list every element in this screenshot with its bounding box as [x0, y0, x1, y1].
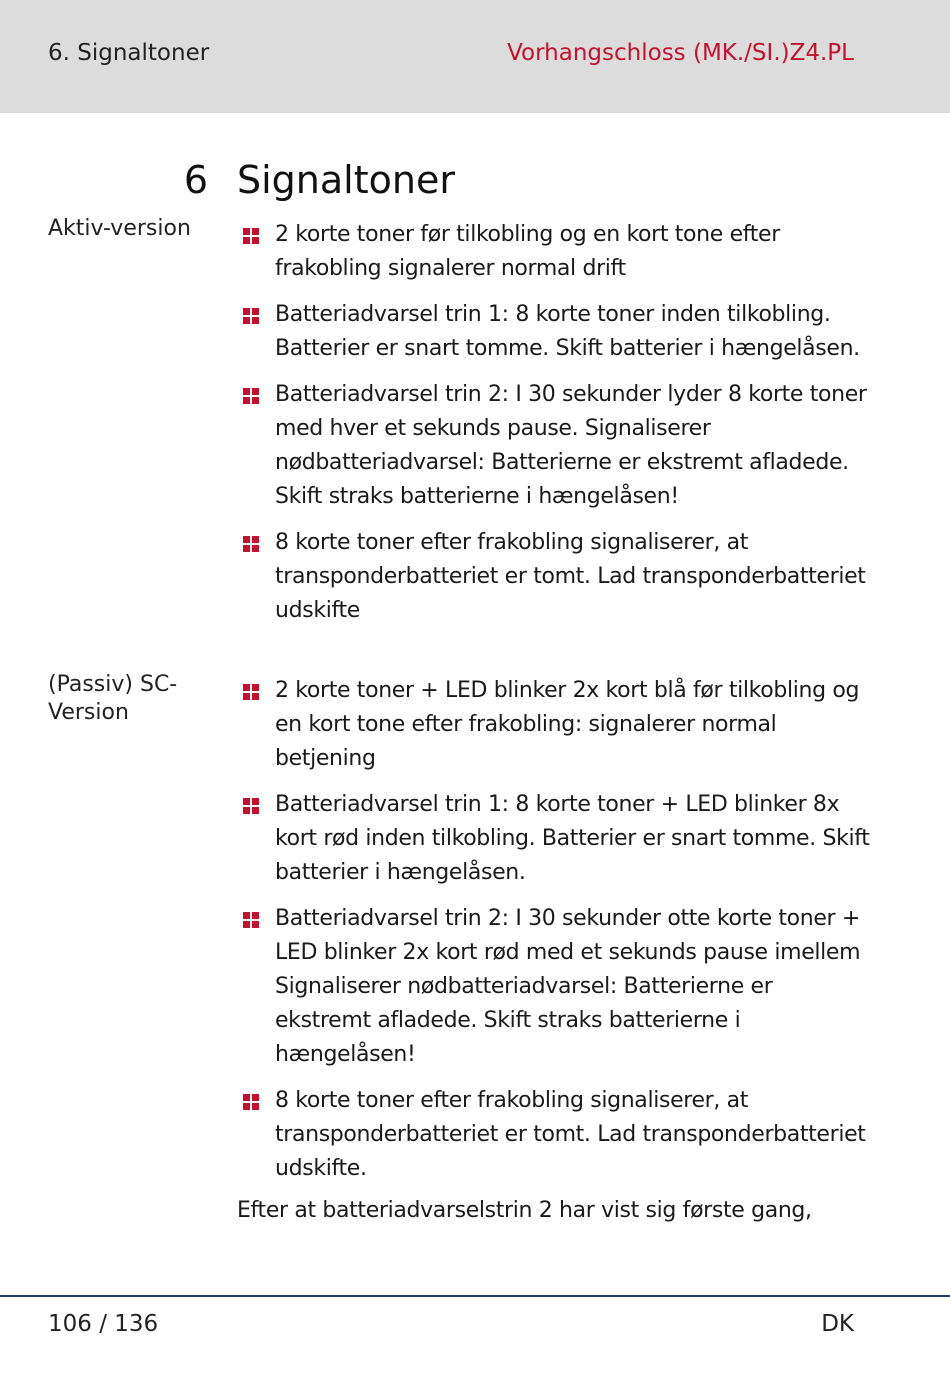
- list-item-text: 2 korte toner + LED blinker 2x kort blå før tilkobling og en kort tone efter frakobling: signalerer normal betjening: [275, 678, 860, 771]
- bullet-icon: [243, 912, 259, 928]
- header-section-title: 6. Signaltoner: [48, 40, 210, 66]
- list-item-text: 2 korte toner før tilkobling og en kort tone efter frakobling signalerer normal drift: [275, 222, 780, 281]
- list-item-text: Batteriadvarsel trin 1: 8 korte toner + LED blinker 8x kort rød inden tilkobling. Batterier er snart tomme. Skift batterier i hængelåsen.: [275, 792, 870, 885]
- section-label-passive: (Passiv) SC-Version: [48, 672, 178, 725]
- bullet-icon: [243, 228, 259, 244]
- list-item: [240, 378, 870, 514]
- list-item-text: Batteriadvarsel trin 1: 8 korte toner inden tilkobling. Batterier er snart tomme. Skift batterier i hængelåsen.: [275, 302, 860, 361]
- bullet-icon: [243, 684, 259, 700]
- list-item: [240, 674, 870, 776]
- list-item-text: 8 korte toner efter frakobling signaliserer, at transponderbatteriet er tomt. Lad transponderbatteriet udskifte.: [275, 1088, 866, 1181]
- bullet-icon: [243, 536, 259, 552]
- list-item: [240, 218, 870, 286]
- bullet-icon: [243, 308, 259, 324]
- list-item: [240, 526, 870, 628]
- passive-version-list: [240, 674, 870, 1198]
- closing-paragraph: Efter at batteriadvarselstrin 2 har vist sig første gang,: [237, 1198, 812, 1223]
- language-code: DK: [821, 1311, 854, 1337]
- bullet-icon: [243, 798, 259, 814]
- list-item: [240, 788, 870, 890]
- list-item-text: Batteriadvarsel trin 2: I 30 sekunder otte korte toner + LED blinker 2x kort rød med et sekunds pause imellem Signaliserer nødbatteriadvarsel: Batterierne er ekstremt afladede. Skift straks batterierne i hængelåsen!: [275, 906, 861, 1067]
- list-item: [240, 298, 870, 366]
- list-item-text: 8 korte toner efter frakobling signaliserer, at transponderbatteriet er tomt. Lad transponderbatteriet udskifte: [275, 530, 866, 623]
- header-document-title: Vorhangschloss (MK./SI.)Z4.PL: [507, 40, 854, 66]
- page-number: 106 / 136: [48, 1311, 159, 1337]
- list-item: [240, 902, 870, 1072]
- footer-divider: [0, 1295, 950, 1297]
- active-version-list: [240, 218, 870, 640]
- chapter-number: 6: [183, 158, 208, 202]
- bullet-icon: [243, 1094, 259, 1110]
- page-header: [0, 0, 950, 113]
- bullet-icon: [243, 388, 259, 404]
- section-label-active: Aktiv-version: [48, 216, 191, 241]
- list-item: [240, 1084, 870, 1186]
- list-item-text: Batteriadvarsel trin 2: I 30 sekunder lyder 8 korte toner med hver et sekunds pause. Signaliserer nødbatteriadvarsel: Batterierne er ekstremt afladede. Skift straks batterierne i hængelåsen!: [275, 382, 867, 509]
- chapter-title: Signaltoner: [237, 158, 455, 202]
